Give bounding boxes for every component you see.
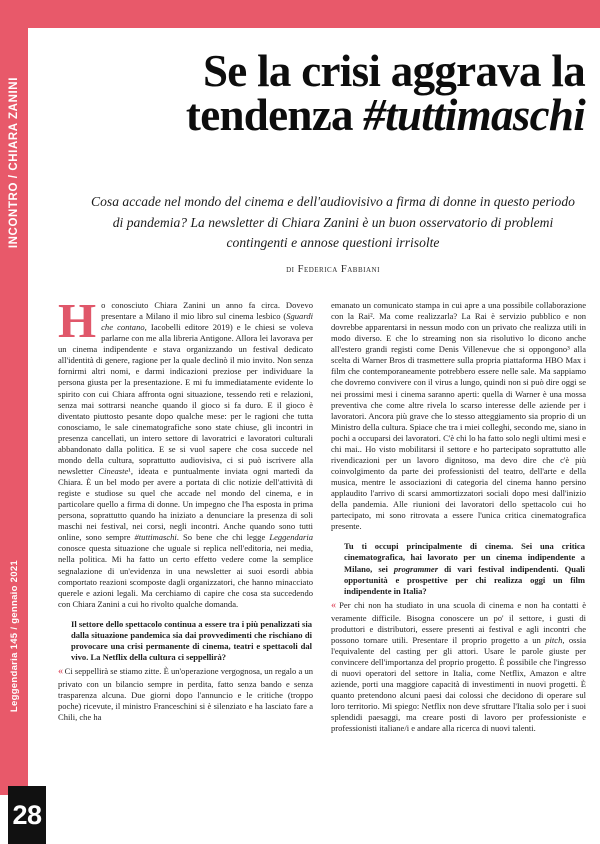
headline-line-2-plain: tendenza: [185, 89, 364, 140]
column-left: [58, 293, 314, 838]
quote-open-icon: «: [58, 666, 63, 678]
article-body: [58, 293, 586, 838]
interview-question-1: Il settore dello spettacolo continua a essere tra i più penalizzati sia dalla situazione pandemica sia dai provvedimenti che rischiano di provocare una crisi permanente di cinema, teatri e spettacoli dal vivo. La Netflix della cultura ci seppellirà?: [71, 618, 312, 663]
page-title: [75, 46, 585, 140]
opening-paragraph: Ho conosciuto Chiara Zanini un anno fa circa. Dovevo presentare a Milano il mio libro sul cinema lesbico (Sguardi che contano, Iacobelli editore 2019) e le chiesi se voleva parlarne con me alla libreria Antigone. Allora lei lavorava per un cinema indipendente e stava organizzando un festival dedicato all'identità di genere, ragione per la quale declinò il mio invito. Non senza fornirmi altri nomi, e darmi indicazioni preziose per individuare la persona giusta per la presentazione. E mi fu immediatamente evidente lo spirito con cui Chiara affronta ogni situazione, tessendo reti e relazioni, senza mai sottrarsi neanche quando il gioco si fa duro. E il gioco è diventato piuttosto pesante dopo qualche mese: per le ragioni che tutta conosciamo, le sale cinematografiche sono state chiuse, gli incontri in presenza cancellati, un intero settore di lavoratrici e lavoratori culturali abbandonato dalla politica. E se si vuol sapere che cosa succede nel mondo della cultura, soprattutto audiovisiva, ci si può iscrivere alla newsletter Cineaste¹, ideata e puntualmente inviata ogni martedì da Chiara. È un bel modo per avere a portata di clic notizie dell'attività di registe e studiose su quel che accade nel mondo del cinema, e in particolare quello a firma di donne. Un impegno che l'ha esposta in prima persona, soprattutto quando ha iniziato a denunciare la presenza di soli maschi nei festival, nei corsi, negli incontri. Anche quando sono tutti online, sono sempre #tuttimaschi. So bene che chi legge Leggendaria conosce questa situazione che uguale si replica nell'editoria, nei media, nella politica. Mi ha fatto un certo effetto vedere come la semplice segnalazione di un'evidenza in una newsletter ai suoi esordi abbia comportato reazioni scomposte dagli organizzatori, che hanno minacciato querele e azioni legali. Ma cerchiamo di capire che cosa sta succedendo con Chiara Zanini a cui ho rivolto qualche domanda.: [58, 293, 314, 609]
headline-block: [75, 46, 585, 140]
interview-answer-1-text: Ci seppellirà se stiamo zitte. È un'operazione vergognosa, un regalo a un privato con un bilancio sempre in perdita, fatto senza bando e senza trasparenza alcuna. Due giorni dopo l'annuncio e le critiche (troppo poche) ricevute, il ministro Franceschini si è silenziato e ha lasciato fare a Chili, che ha: [58, 666, 313, 723]
interview-answer-2: [331, 600, 586, 735]
standfirst: Cosa accade nel mondo del cinema e dell'audiovisivo a firma di donne in questo periodo di pandemia? La newsletter di Chiara Zanini è un buon osservatorio di problemi contingenti e annose questioni irrisolte: [91, 194, 575, 251]
quote-open-icon: «: [331, 599, 336, 611]
column-right: [331, 300, 586, 838]
question-2-part-1: Tu ti occupi principalmente di cinema. Sei una critica cinematografica, hai lavorato per un cinema indipendente a Milano, sei: [344, 541, 585, 574]
page-folio: [8, 786, 46, 844]
answer-2-part-1: Per chi non ha studiato in una scuola di cinema e non ha contatti è veramente difficile. Bisogna conoscere un po' il settore, i gusti di produttori e distributori, essere presenti ai festival e agli incontri che possono tornare utili. Presentare il proprio progetto a un: [331, 599, 586, 645]
interview-question-2: [331, 541, 586, 597]
byline: di Federica Fabbiani: [286, 264, 380, 275]
headline-line-1: Se la crisi aggrava la: [202, 46, 585, 96]
issue-rail-text: Leggendaria 145 / gennaio 2021: [8, 559, 20, 713]
answer-2-italic: pitch: [545, 634, 563, 645]
top-accent-band: [0, 0, 600, 28]
interview-answer-1-continued: emanato un comunicato stampa in cui apre a una possibile collaborazione con la Rai². Ma come realizzarla? La Rai è servizio pubblico e non dovrebbe apparentarsi in nessun modo con un privato che realizza utili in modo diverso. E che lo streaming non sia risolutivo lo dicono anche all'estero grandi registi come Denis Villenevue che si oppongono³ alla scelta di Warner Bros di trasmettere sulla propria piattaforma HBO Max i film che contemporaneamente potrebbero essere nelle sale. Ma sappiamo che dovremo convivere con il virus a lungo, quindi non si può dire oggi se nei prossimi mesi i cinema saranno aperti: quella di Warner è una mossa preventiva che come altre rivela lo scarso interesse delle aziende per i lavoratori. Ancora più grave che lo stesso atteggiamento sia proprio di un Ministro della cultura. Spiace che tra i miei colleghi, secondo me, siano in pochi a occuparsi dei lavoratori. C'è chi lo ha fatto solo negli ultimi mesi e chi mai.. Ho visto mobilitarsi il settore e ho partecipato soprattutto alle rivendicazioni per un lavoro dignitoso, ma devo dire che c'è più coinvolgimento da parte dei professionisti del teatro, dell'arte e della musica, mentre le associazioni di categoria del cinema hanno persino applaudito l'arrivo di scarsi ammortizzatori sociali dopo mesi dall'inizio della pandemia. Alle riunioni dei lavoratori dello spettacolo cui ho partecipato, mi sono ritrovata a essere l'unica critica cinematografica presente.: [331, 300, 586, 532]
side-accent-rail: [0, 0, 28, 795]
answer-2-part-2: , ossia l'equivalente del casting per gli attori. Usare le parole giuste per convincere dell'importanza del proprio progetto. È possibile che l'ingresso di nuovi operatori del settore in Italia, come Netflix, Amazon e altre aziende, porti una maggiore capacità di investimenti in nuovi progetti. È quanto pretendono alcuni paesi dai colossi che decidono di operare sul loro territorio. Mi spiego: Netflix non deve sfruttare l'Italia solo per i suoi splendidi paesaggi, ma creare posti di lavoro per professioniste e professionisti italiane/i e andare alla ricerca di nuovi talenti.: [331, 634, 586, 734]
question-2-italic: programmer: [393, 563, 439, 574]
headline-hashtag: #tuttimaschi: [363, 89, 585, 140]
question-2-part-2: di vari festival indipendenti. Quali opportunità e prospettive per chi realizza oggi un film indipendente in Italia?: [344, 563, 585, 596]
interview-answer-1: [58, 666, 313, 723]
section-rail-text: INCONTRO / CHIARA ZANINI: [8, 77, 20, 249]
page-number: 28: [12, 799, 42, 830]
